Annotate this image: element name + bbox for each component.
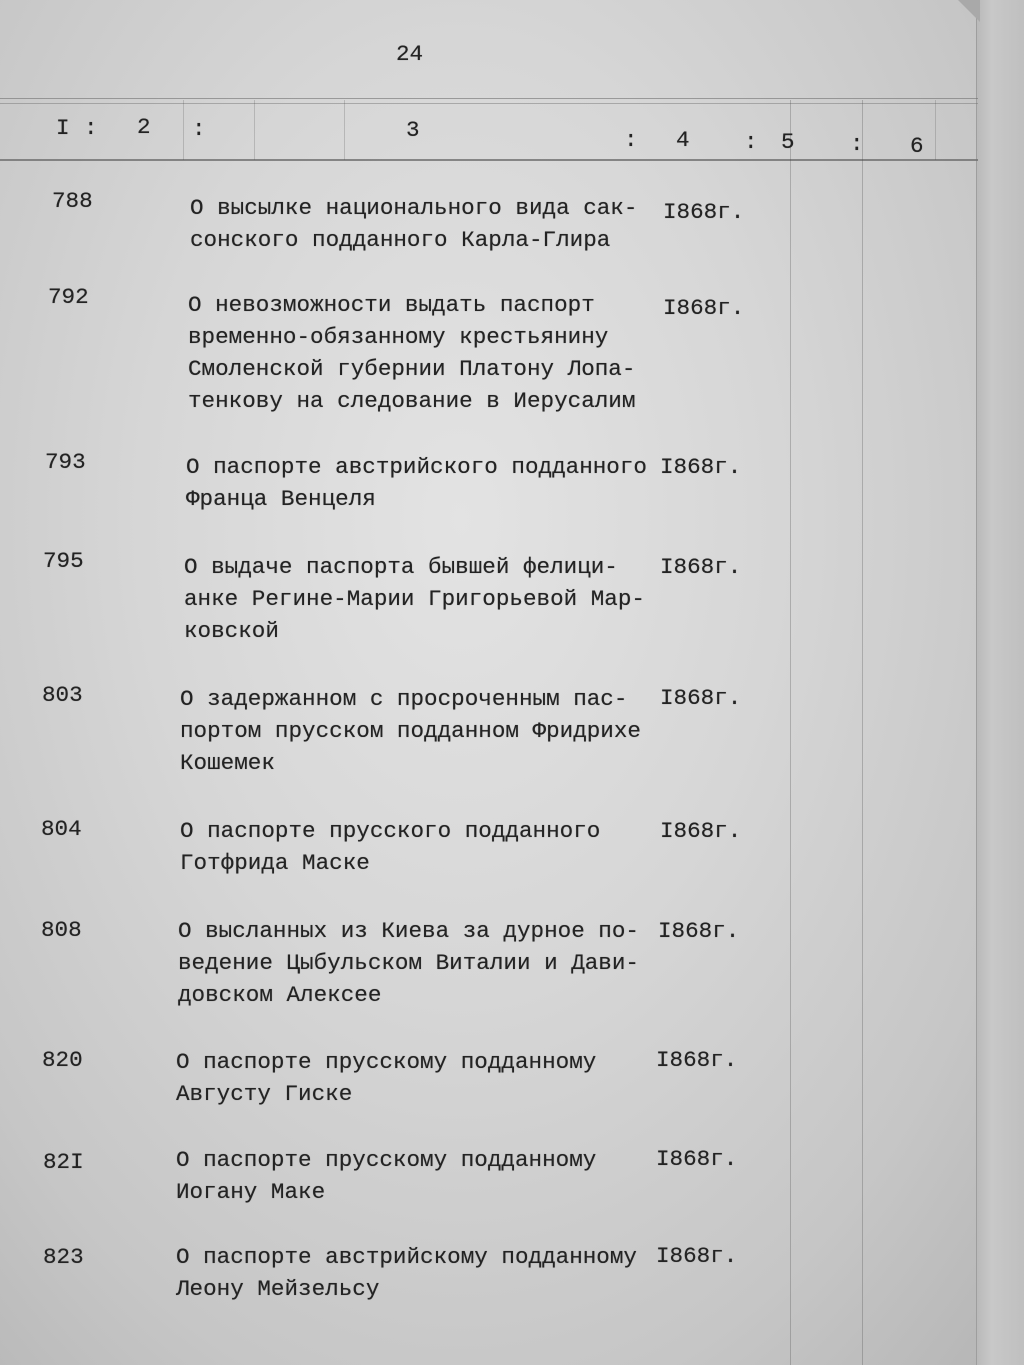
item-title xyxy=(176,1046,596,1110)
item-year: I868г. xyxy=(656,1047,738,1073)
item-title-line: О паспорте прусскому подданному xyxy=(176,1049,597,1075)
item-title-line: Августу Гиске xyxy=(176,1081,353,1107)
item-title-line: О паспорте австрийского подданного xyxy=(186,454,647,480)
header-separator: : xyxy=(624,127,638,153)
item-title xyxy=(180,683,641,779)
item-number: 804 xyxy=(41,816,82,842)
item-number: 793 xyxy=(45,449,86,475)
item-year: I868г. xyxy=(656,1243,738,1269)
item-title-line: О задержанном с просроченным пас- xyxy=(180,686,628,712)
inventory-row xyxy=(0,284,976,414)
header-separator: : xyxy=(84,115,98,141)
header-top-rule xyxy=(0,98,978,99)
item-number: 823 xyxy=(43,1244,84,1270)
header-top-rule-inner xyxy=(0,103,978,104)
item-year: I868г. xyxy=(663,199,745,225)
item-title-line: ковской xyxy=(184,618,279,644)
item-title xyxy=(188,289,635,417)
item-title xyxy=(176,1241,637,1305)
header-column-2: 2 xyxy=(137,114,151,140)
item-number: 795 xyxy=(43,548,84,574)
header-column-3: 3 xyxy=(406,117,420,143)
item-number: 82I xyxy=(43,1149,84,1175)
header-divider xyxy=(344,100,345,160)
item-title-line: сонского подданного Карла-Глира xyxy=(190,227,611,253)
inventory-row xyxy=(0,548,976,644)
item-title xyxy=(186,451,647,515)
header-separator: : xyxy=(744,129,758,155)
item-title-line: Леону Мейзельсу xyxy=(176,1276,380,1302)
item-title-line: О невозможности выдать паспорт xyxy=(188,292,595,318)
item-title xyxy=(184,551,645,647)
header-column-1: I xyxy=(56,115,70,141)
item-title-line: анке Регине-Марии Григорьевой Мар- xyxy=(184,586,645,612)
inventory-row xyxy=(0,915,976,1008)
item-title-line: довском Алексее xyxy=(178,982,382,1008)
header-separator: : xyxy=(850,131,864,157)
item-title-line: Иогану Маке xyxy=(176,1179,326,1205)
item-title-line: О выдаче паспорта бывшей фелици- xyxy=(184,554,618,580)
item-title-line: О паспорте австрийскому подданному xyxy=(176,1244,637,1270)
inventory-row xyxy=(0,1241,976,1302)
item-title-line: Смоленской губернии Платону Лопа- xyxy=(188,356,636,382)
item-title xyxy=(176,1144,596,1208)
inventory-row xyxy=(0,449,976,512)
header-column-6: 6 xyxy=(910,133,924,159)
header-divider xyxy=(254,100,255,160)
inventory-row xyxy=(0,188,976,253)
item-number: 803 xyxy=(42,682,83,708)
item-number: 808 xyxy=(41,917,82,943)
header-column-5: 5 xyxy=(781,129,795,155)
header-divider xyxy=(183,100,184,160)
page-number: 24 xyxy=(396,41,424,67)
inventory-row xyxy=(0,815,976,876)
item-year: I868г. xyxy=(660,685,742,711)
item-year: I868г. xyxy=(658,918,740,944)
item-number: 788 xyxy=(52,188,93,214)
item-title-line: Кошемек xyxy=(180,750,275,776)
item-title-line: тенкову на следование в Иерусалим xyxy=(188,388,636,414)
item-number: 792 xyxy=(48,284,89,310)
item-title xyxy=(190,192,637,256)
header-bottom-rule xyxy=(0,159,978,161)
item-title-line: ведение Цыбульском Виталии и Дави- xyxy=(178,950,639,976)
item-year: I868г. xyxy=(663,295,745,321)
item-year: I868г. xyxy=(656,1146,738,1172)
item-title xyxy=(180,815,600,879)
header-separator: : xyxy=(192,116,206,142)
header-column-4: 4 xyxy=(676,127,690,153)
item-title-line: О паспорте прусскому подданному xyxy=(176,1147,597,1173)
item-number: 820 xyxy=(42,1047,83,1073)
item-title-line: временно-обязанному крестьянину xyxy=(188,324,609,350)
inventory-row xyxy=(0,1144,976,1205)
item-title xyxy=(178,915,639,1011)
item-title-line: Франца Венцеля xyxy=(186,486,376,512)
inventory-row xyxy=(0,682,976,776)
item-title-line: О паспорте прусского подданного xyxy=(180,818,601,844)
item-title-line: портом прусском подданном Фридрихе xyxy=(180,718,641,744)
item-year: I868г. xyxy=(660,554,742,580)
inventory-row xyxy=(0,1046,976,1107)
header-divider xyxy=(935,100,936,160)
page-corner-fold xyxy=(958,0,980,22)
item-title-line: О высылке национального вида сак- xyxy=(190,195,638,221)
item-year: I868г. xyxy=(660,454,742,480)
item-year: I868г. xyxy=(660,818,742,844)
item-title-line: Готфрида Маске xyxy=(180,850,370,876)
next-page-edge xyxy=(976,0,1024,1365)
item-title-line: О высланных из Киева за дурное по- xyxy=(178,918,639,944)
